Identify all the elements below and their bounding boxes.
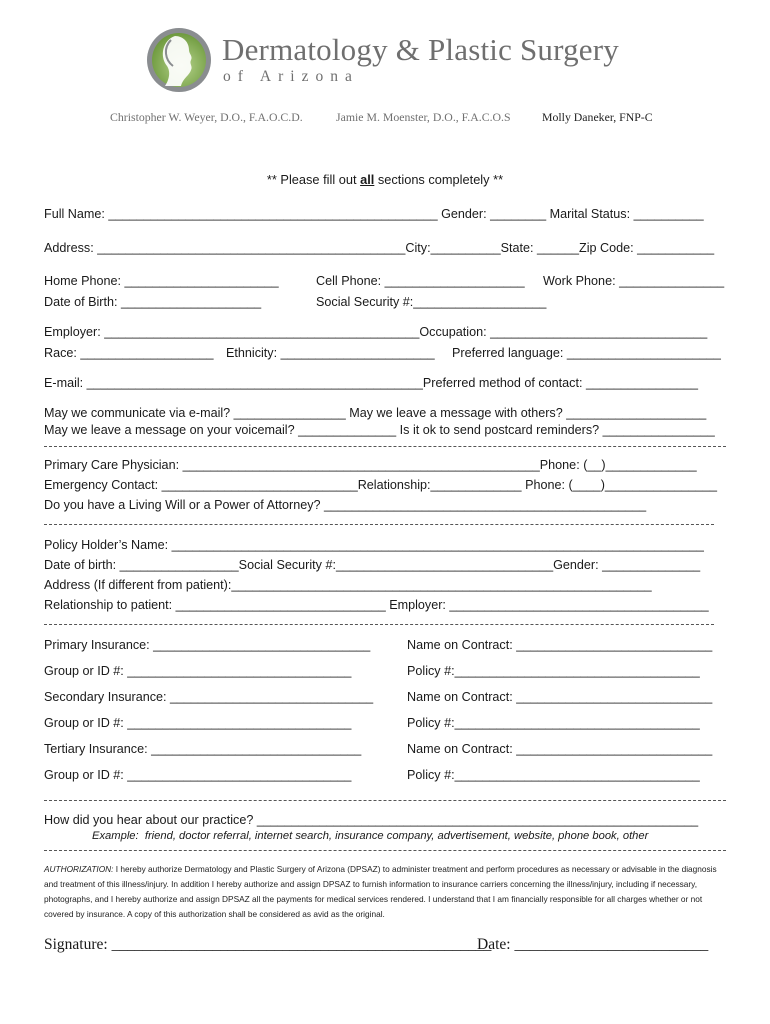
instruction-emphasis: all	[360, 172, 375, 187]
policy-holder-relationship-field[interactable]: Relationship to patient: ______________________________ Employer: _____________________________________	[44, 598, 709, 612]
emergency-contact-field[interactable]: Emergency Contact: ____________________________Relationship:_____________ Phone: (____)________________	[44, 478, 717, 492]
ssn-field[interactable]: Social Security #:___________________	[316, 295, 547, 309]
policy-holder-name-field[interactable]: Policy Holder’s Name: ____________________________________________________________________________	[44, 538, 704, 552]
ethnicity-field[interactable]: Ethnicity: ______________________	[226, 346, 435, 360]
tertiary-group-id-field[interactable]: Group or ID #: ________________________________	[44, 768, 352, 782]
instruction-line	[0, 172, 770, 187]
home-phone-field[interactable]: Home Phone: ______________________	[44, 274, 279, 288]
divider	[44, 524, 714, 525]
policy-holder-dob-field[interactable]: Date of birth: _________________Social Security #:_______________________________Gender: ______________	[44, 558, 701, 572]
secondary-group-id-field[interactable]: Group or ID #: ________________________________	[44, 716, 352, 730]
voicemail-field[interactable]: May we leave a message on your voicemail? ______________ Is it ok to send postcard reminders? ________________	[44, 423, 715, 437]
communication-email-field[interactable]: May we communicate via e-mail? ________________ May we leave a message with others? ____________________	[44, 406, 707, 420]
primary-contract-name-field[interactable]: Name on Contract: ____________________________	[407, 638, 713, 652]
referral-example: Example: friend, doctor referral, internet search, insurance company, advertisement, website, phone book, other	[92, 830, 649, 842]
tertiary-contract-name-field[interactable]: Name on Contract: ____________________________	[407, 742, 713, 756]
address-field[interactable]: Address: ____________________________________________City:__________State: ______Zip Code: ___________	[44, 241, 715, 255]
cell-phone-field[interactable]: Cell Phone: ____________________	[316, 274, 525, 288]
divider	[44, 624, 714, 625]
authorization-text	[44, 862, 726, 922]
provider-2: Jamie M. Moenster, D.O., F.A.C.O.S	[336, 110, 511, 124]
race-field[interactable]: Race: ___________________	[44, 346, 214, 360]
tertiary-insurance-field[interactable]: Tertiary Insurance: ______________________________	[44, 742, 362, 756]
pcp-field[interactable]: Primary Care Physician: ___________________________________________________Phone: (__)_____________	[44, 458, 697, 472]
language-field[interactable]: Preferred language: ______________________	[452, 346, 721, 360]
instruction-suffix: sections completely **	[374, 172, 504, 187]
brand-subtitle: of Arizona	[223, 68, 359, 85]
secondary-contract-name-field[interactable]: Name on Contract: ____________________________	[407, 690, 713, 704]
primary-insurance-field[interactable]: Primary Insurance: _______________________________	[44, 638, 371, 652]
referral-question-field[interactable]: How did you hear about our practice? _______________________________________________________________	[44, 813, 699, 827]
primary-policy-field[interactable]: Policy #:___________________________________	[407, 664, 700, 678]
authorization-label: AUTHORIZATION:	[44, 864, 114, 874]
practice-logo	[145, 26, 213, 94]
policy-holder-address-field[interactable]: Address (If different from patient):____________________________________________________________	[44, 578, 652, 592]
work-phone-field[interactable]: Work Phone: _______________	[543, 274, 725, 288]
employer-field[interactable]: Employer: _____________________________________________Occupation: _______________________________	[44, 325, 708, 339]
secondary-policy-field[interactable]: Policy #:___________________________________	[407, 716, 700, 730]
brand-title: Dermatology & Plastic Surgery	[222, 32, 619, 67]
full-name-field[interactable]: Full Name: _______________________________________________ Gender: ________ Marital Status: __________	[44, 207, 704, 221]
divider	[44, 850, 726, 851]
tertiary-policy-field[interactable]: Policy #:___________________________________	[407, 768, 700, 782]
provider-3: Molly Daneker, FNP-C	[542, 110, 653, 124]
signature-field[interactable]: Signature: _________________________________________________	[44, 936, 492, 953]
dob-field[interactable]: Date of Birth: ____________________	[44, 295, 262, 309]
primary-group-id-field[interactable]: Group or ID #: ________________________________	[44, 664, 352, 678]
provider-1: Christopher W. Weyer, D.O., F.A.O.C.D.	[110, 110, 303, 124]
date-field[interactable]: Date: _________________________	[477, 936, 709, 953]
authorization-body: I hereby authorize Dermatology and Plastic Surgery of Arizona (DPSAZ) to administer treatment and perform procedures as necessary or advisable in the diagnosis and treatment of this illness/injury. In addition I hereby authorize and assign DPSAZ to furnish information to insurance carriers concerning the illness/injury, including if necessary, photographs, and I hereby authorize and assign DPSAZ all the payments for medical services rendered. I understand that I am financially responsible for all charges whether or not covered by insurance. A copy of this authorization shall be considered as avid as the original.	[44, 864, 717, 919]
divider	[44, 800, 726, 801]
secondary-insurance-field[interactable]: Secondary Insurance: _____________________________	[44, 690, 374, 704]
instruction-prefix: ** Please fill out	[266, 172, 361, 187]
living-will-field[interactable]: Do you have a Living Will or a Power of Attorney? ______________________________________________	[44, 498, 647, 512]
divider	[44, 446, 726, 447]
email-field[interactable]: E-mail: ________________________________________________Preferred method of contact: ________________	[44, 376, 699, 390]
